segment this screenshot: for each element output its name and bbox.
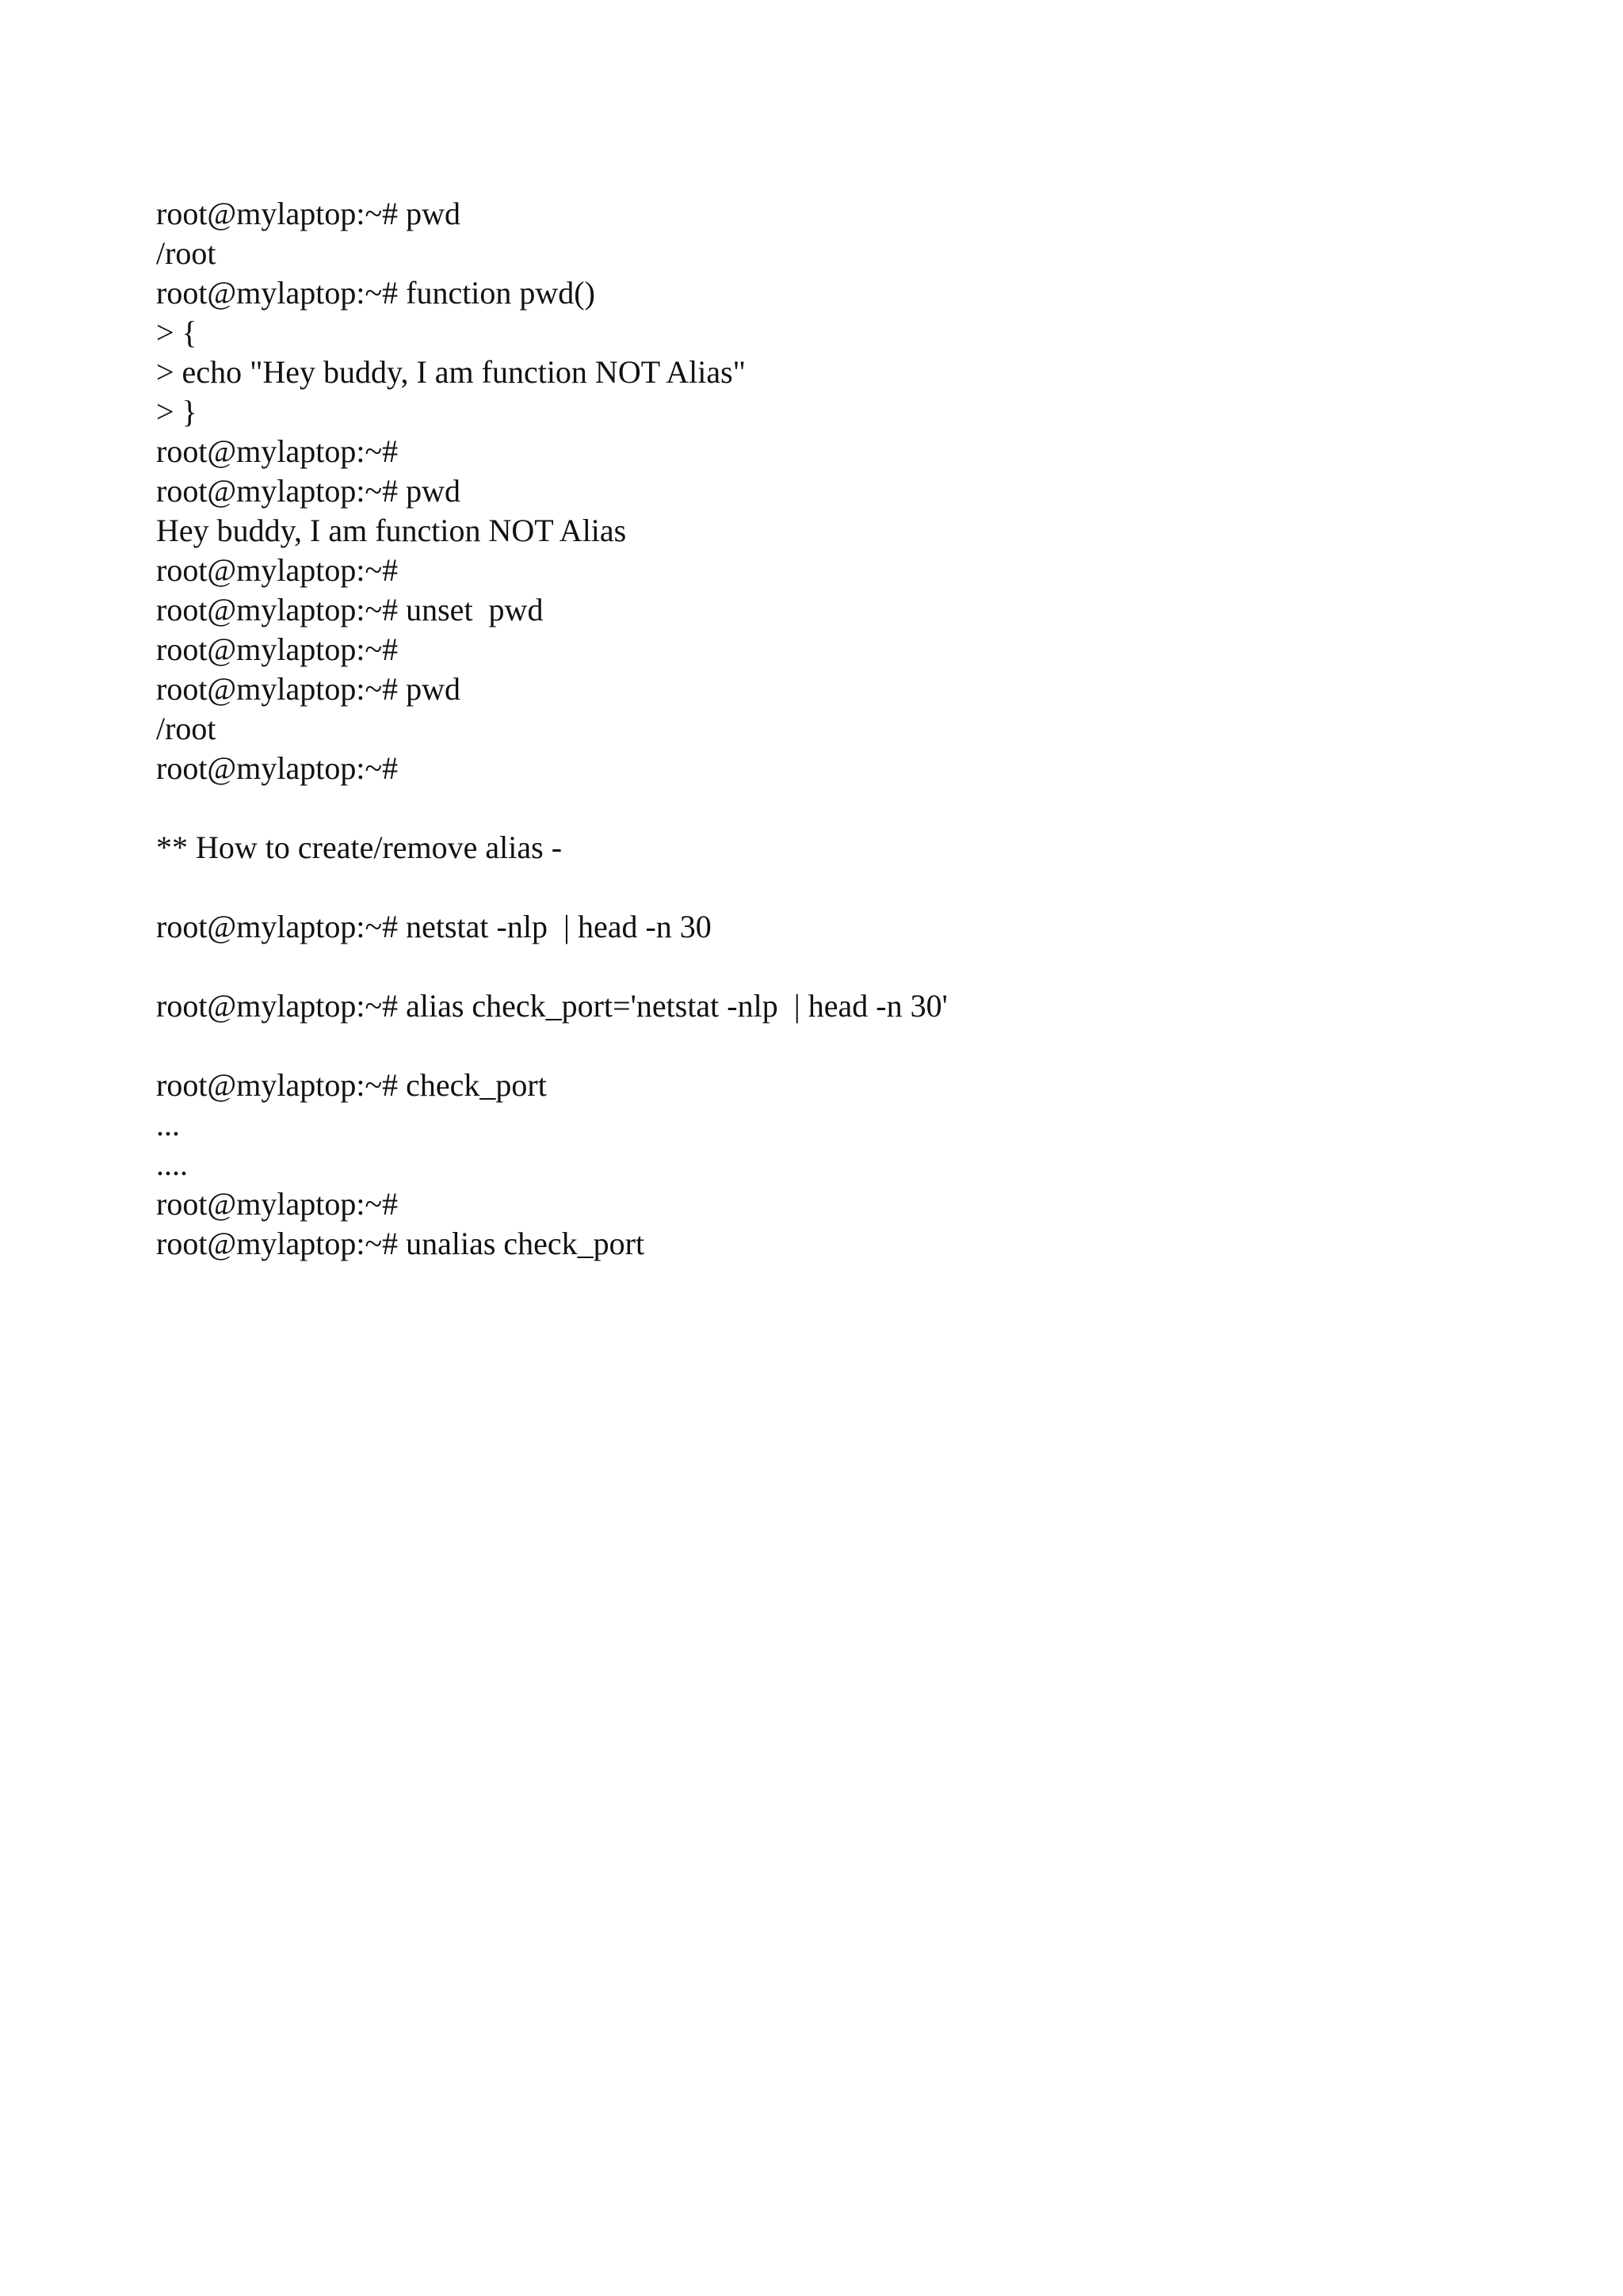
text-line: root@mylaptop:~# unset pwd xyxy=(156,592,544,627)
text-line: root@mylaptop:~# xyxy=(156,1186,399,1222)
blank-line xyxy=(156,1026,1503,1066)
text-line: ... xyxy=(156,1107,180,1142)
text-line: root@mylaptop:~# pwd xyxy=(156,473,461,509)
text-line: root@mylaptop:~# xyxy=(156,750,399,786)
blank-line xyxy=(156,947,1503,986)
text-line: Hey buddy, I am function NOT Alias xyxy=(156,513,627,548)
text-line: root@mylaptop:~# pwd xyxy=(156,671,461,707)
document-body xyxy=(156,194,1503,1264)
text-line: > echo "Hey buddy, I am function NOT Alias" xyxy=(156,354,746,390)
text-line: > } xyxy=(156,394,197,429)
section-heading: ** How to create/remove alias - xyxy=(156,830,563,865)
text-line: /root xyxy=(156,711,216,746)
text-line: root@mylaptop:~# pwd xyxy=(156,196,461,231)
text-line: root@mylaptop:~# alias check_port='netstat -nlp | head -n 30' xyxy=(156,988,948,1024)
blank-line xyxy=(156,788,1503,828)
text-line: root@mylaptop:~# xyxy=(156,631,399,667)
text-line: /root xyxy=(156,235,216,271)
blank-line xyxy=(156,868,1503,907)
text-line: root@mylaptop:~# netstat -nlp | head -n 30 xyxy=(156,909,712,944)
text-line: root@mylaptop:~# xyxy=(156,433,399,469)
text-line: root@mylaptop:~# unalias check_port xyxy=(156,1226,645,1261)
text-line: root@mylaptop:~# check_port xyxy=(156,1067,547,1103)
text-line: > { xyxy=(156,315,197,350)
text-line: .... xyxy=(156,1146,188,1182)
text-line: root@mylaptop:~# xyxy=(156,552,399,588)
text-line: root@mylaptop:~# function pwd() xyxy=(156,275,595,311)
